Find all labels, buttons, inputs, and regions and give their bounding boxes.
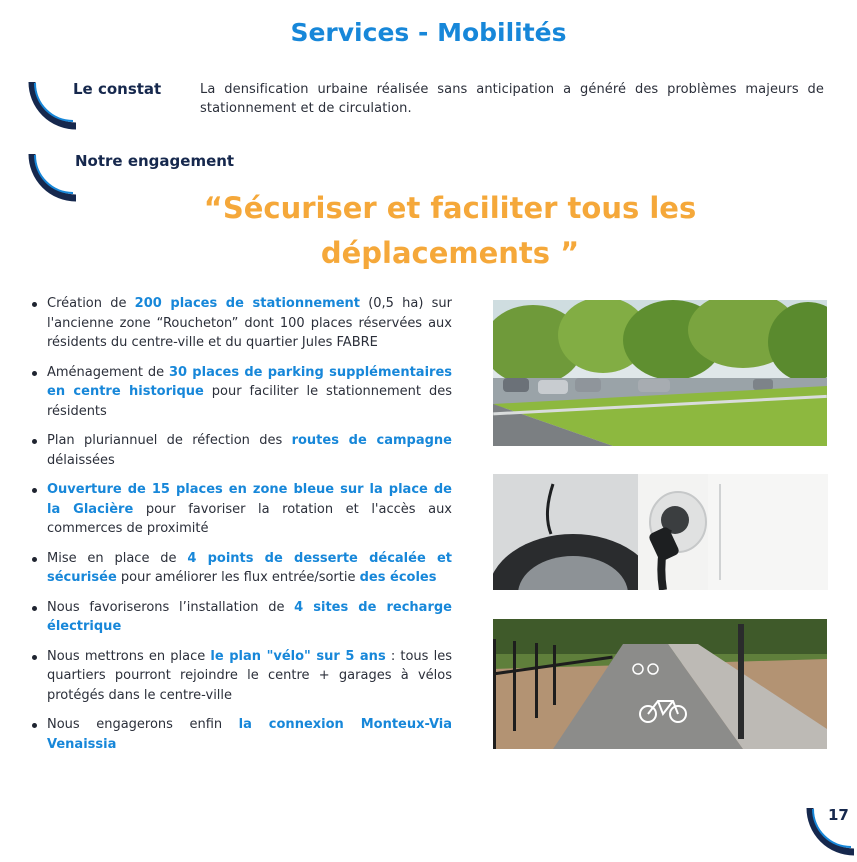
highlight-text: Ouverture de 15 places en zone bleue sur la place de la Glacière (47, 482, 452, 517)
list-item (28, 431, 452, 470)
bullet-dot-icon (32, 723, 37, 728)
list-item (28, 363, 452, 422)
body-text: : tous les quartiers pourront rejoindre le centre + garages à vélos protégés dans le centre-ville (47, 648, 452, 703)
bullet-dot-icon (32, 655, 37, 660)
highlight-text: le plan "vélo" sur 5 ans (210, 648, 386, 664)
highlight-text: 4 sites de recharge électrique (47, 599, 452, 634)
bullet-dot-icon (32, 439, 37, 444)
bike-path-photo (493, 619, 827, 749)
engagement-label: Notre engagement (75, 152, 235, 170)
body-text: Nous mettrons en place (47, 648, 211, 664)
list-item (28, 480, 452, 539)
body-text: pour favoriser la rotation et l'accès aux commerces de proximité (47, 501, 452, 536)
engagement-quote (140, 186, 760, 276)
body-text: (0,5 ha) sur l'ancienne zone “Roucheton” dont 100 places réservées aux résidents du centre-ville et du quartier Jules FABRE (47, 296, 452, 350)
page-number: 17 (828, 806, 849, 824)
body-text: pour faciliter le stationnement des résidents (47, 384, 452, 419)
bullet-dot-icon (32, 302, 37, 307)
list-item (28, 294, 452, 353)
highlight-text: routes de campagne (291, 433, 452, 448)
highlight-text: 4 points de desserte décalée et sécurisée (47, 550, 453, 585)
body-text: délaissées (47, 452, 115, 468)
bullet-dot-icon (32, 606, 37, 611)
body-text: Plan pluriannuel de réfection des (47, 433, 292, 448)
list-item (28, 598, 452, 637)
list-item (28, 549, 452, 588)
quote-line-2: déplacements ” (320, 236, 580, 270)
list-item (28, 647, 452, 706)
engagement-list (28, 294, 452, 764)
ev-charging-photo (493, 474, 828, 590)
bullet-dot-icon (32, 488, 37, 493)
list-item (28, 715, 452, 754)
body-text: pour améliorer les flux entrée/sortie (116, 570, 360, 585)
highlight-text: la connexion Monteux-Via Venaissia (47, 717, 453, 752)
body-text: Création de (47, 296, 135, 311)
quote-line-1: “Sécuriser et faciliter tous les (203, 191, 697, 225)
body-text: Aménagement de (47, 364, 169, 380)
highlight-text: 200 places de stationnement (134, 296, 360, 311)
parking-photo (493, 300, 827, 446)
body-text: Nous favoriserons l’installation de (47, 599, 295, 615)
bullet-dot-icon (32, 371, 37, 376)
highlight-text: 30 places de parking supplémentaires en centre historique (47, 364, 452, 399)
bullet-dot-icon (32, 557, 37, 562)
body-text: Mise en place de (47, 550, 188, 566)
highlight-text: des écoles (359, 570, 437, 585)
page-title: Services - Mobilités (290, 18, 567, 47)
constat-label: Le constat (73, 80, 162, 98)
body-text: Nous engagerons enfin (47, 717, 239, 732)
constat-text: La densification urbaine réalisée sans anticipation a généré des problèmes majeurs de stationnement et de circulation. (200, 82, 824, 116)
